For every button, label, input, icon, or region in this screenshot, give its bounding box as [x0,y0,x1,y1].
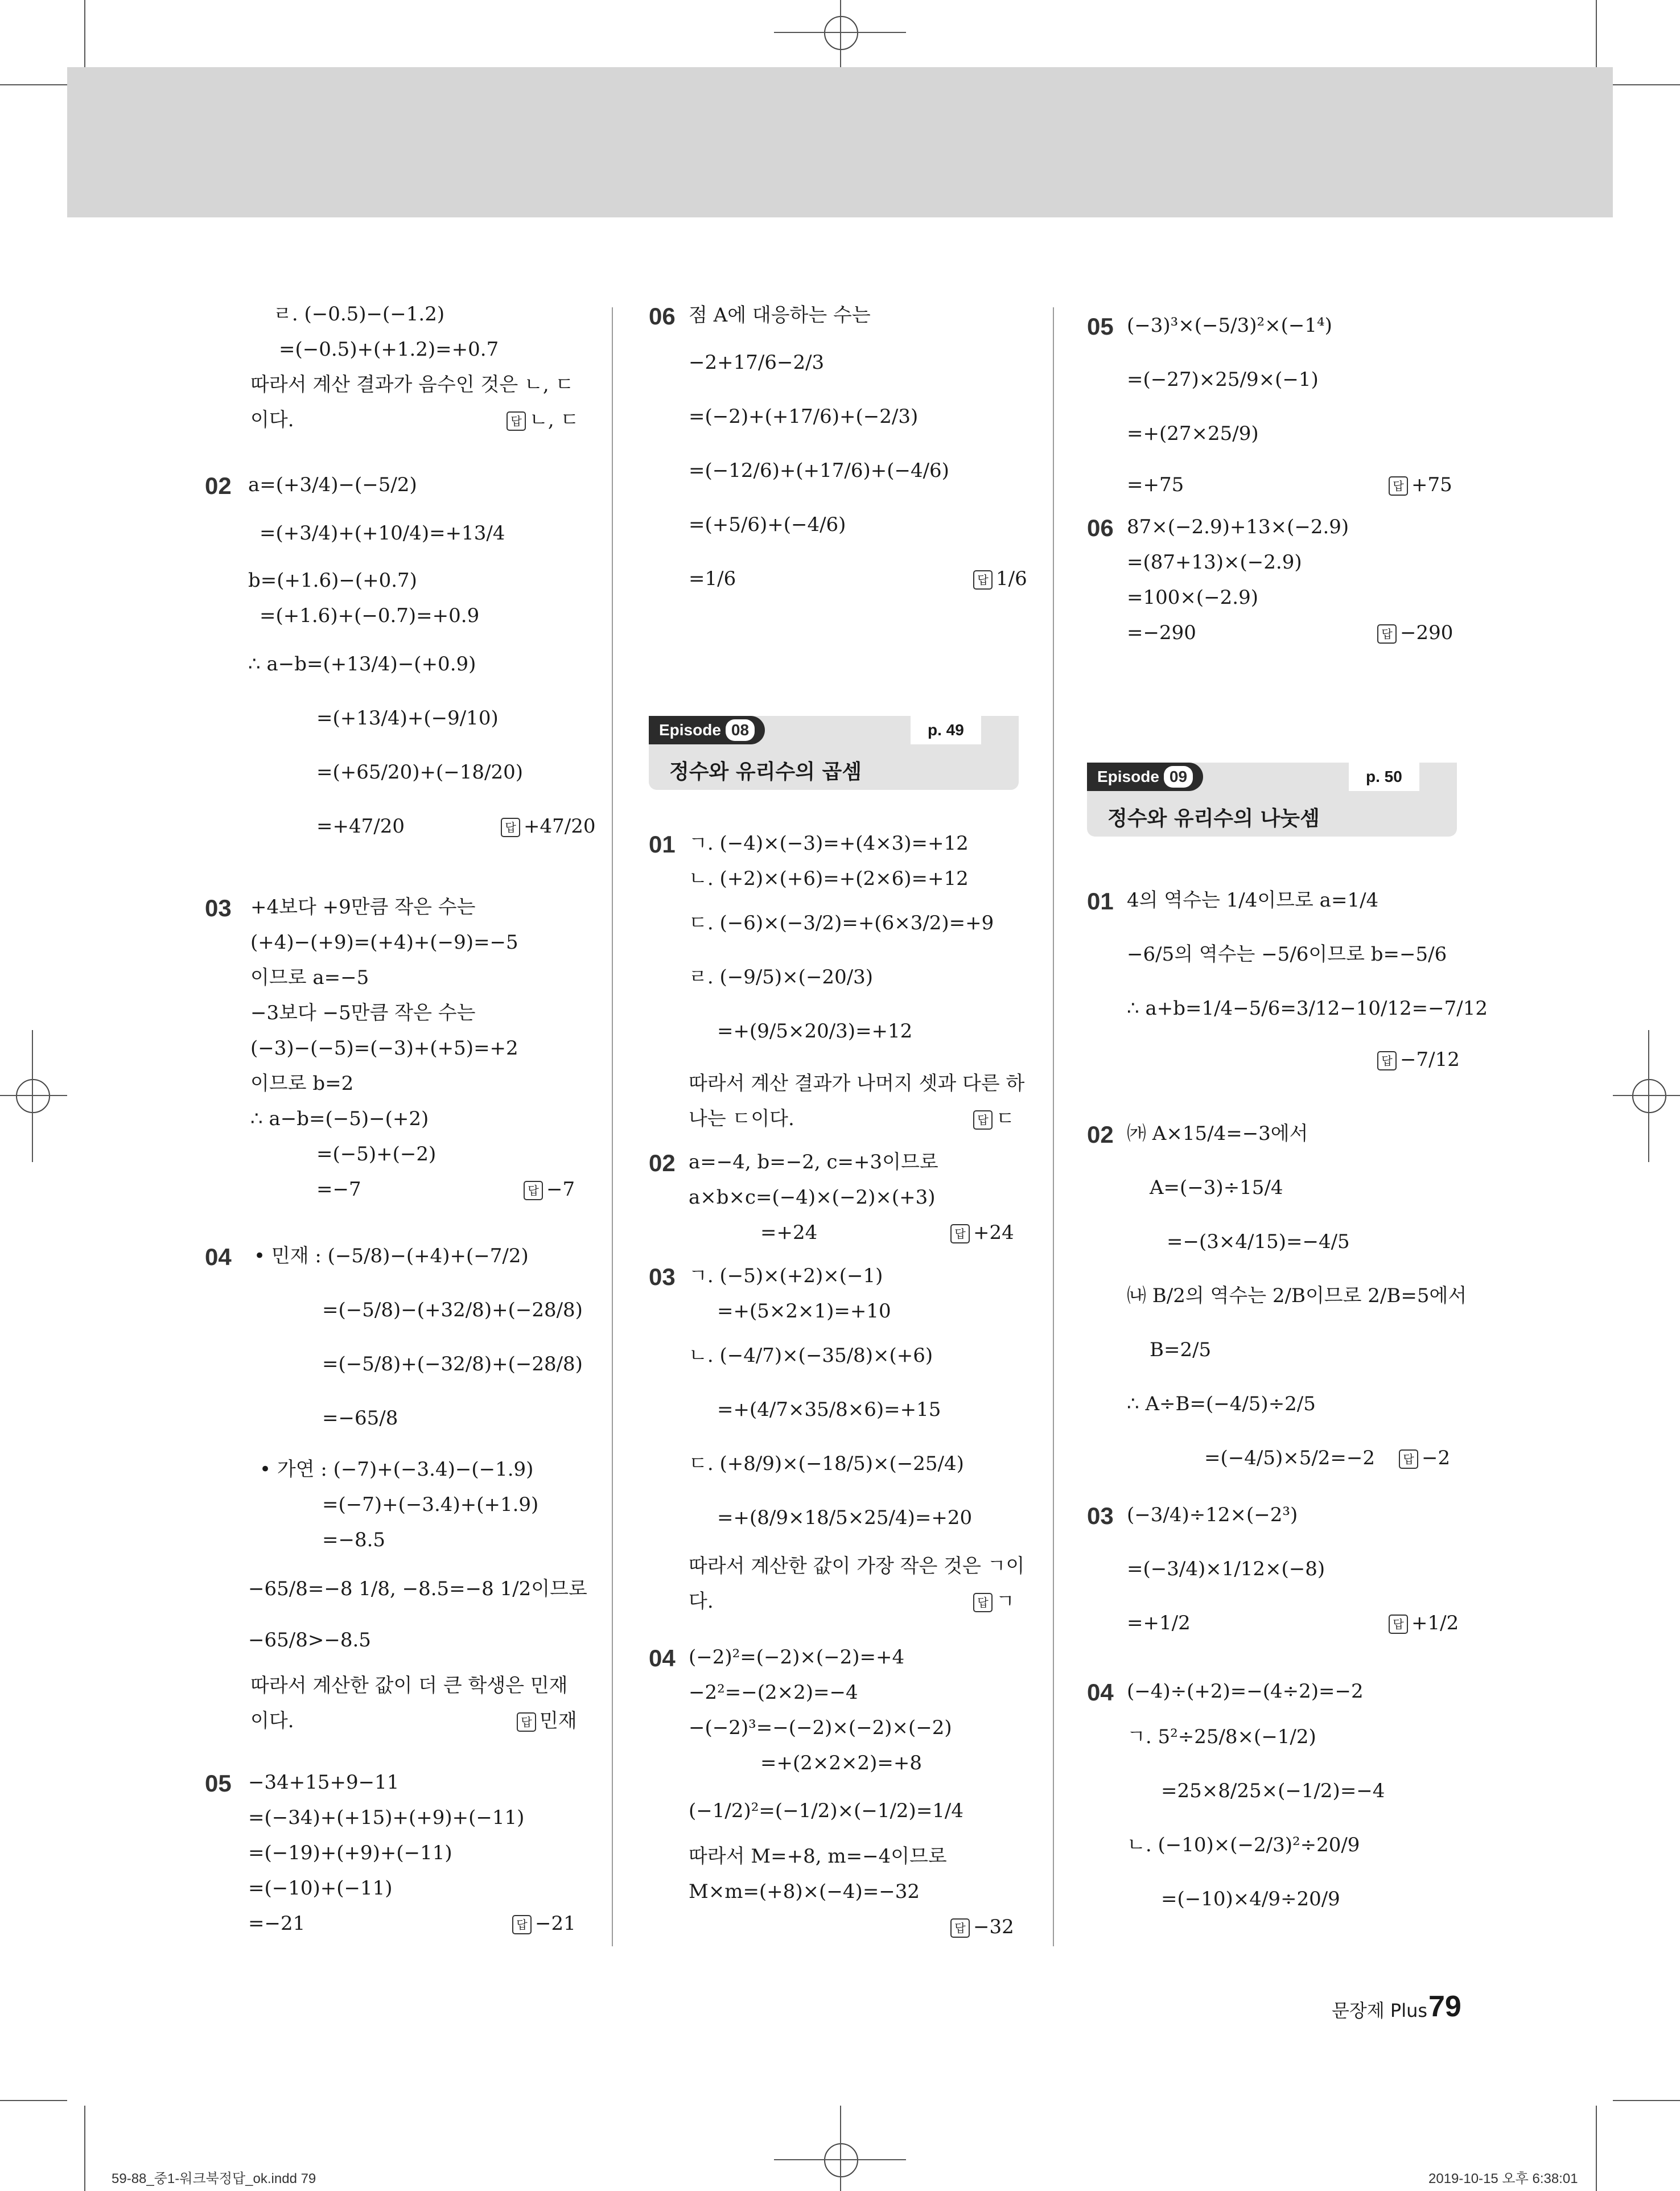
solution-line: ㄹ. (−9/5)×(−20/3) [689,966,874,989]
solution-line: 87×(−2.9)+13×(−2.9) [1127,516,1349,538]
solution-line: (−4)÷(+2)=−(4÷2)=−2 [1127,1680,1364,1703]
solution-line: =(+13/4)+(−9/10) [316,707,499,730]
solution-line: ㄱ. (−4)×(−3)=+(4×3)=+12 [689,832,969,855]
solution-line: −65/8>−8.5 [248,1629,371,1652]
column-divider [612,307,613,1946]
answer [950,1220,1014,1245]
crop-mark [32,1030,33,1162]
solution-line: =−7 [316,1178,361,1201]
episode-page: p. 50 [1349,763,1419,791]
solution-line: 점 A에 대응하는 수는 [689,304,871,327]
solution-line: =−(3×4/15)=−4/5 [1167,1230,1350,1253]
solution-line: −(−2)³=−(−2)×(−2)×(−2) [689,1716,952,1739]
solution-line: −34+15+9−11 [248,1771,400,1794]
question-number: 02 [1087,1121,1114,1148]
answer-value: +75 [1411,473,1452,496]
solution-line: =−8.5 [322,1529,386,1551]
solution-line: =(87+13)×(−2.9) [1127,551,1302,574]
solution-line: 이므로 b=2 [250,1072,354,1095]
answer-value: ㄴ, ㄷ [529,409,579,431]
solution-line: −2²=−(2×2)=−4 [689,1681,858,1704]
crop-mark [1648,1030,1649,1162]
solution-line: =(+5/6)+(−4/6) [689,513,846,536]
episode-header [1087,763,1457,837]
solution-line: b=(+1.6)−(+0.7) [248,569,417,592]
solution-line: =+75 [1127,473,1184,496]
solution-line: =(+1.6)+(−0.7)=+0.9 [260,604,480,627]
solution-line: (−3/4)÷12×(−2³) [1127,1504,1298,1526]
solution-line: • 가연 : (−7)+(−3.4)−(−1.9) [260,1458,534,1481]
solution-line: =+24 [760,1221,818,1244]
question-number: 05 [1087,313,1114,340]
question-number: 05 [205,1770,232,1797]
solution-line: 이다. [250,409,294,431]
answer [1377,620,1453,645]
solution-line: ㄴ. (−4/7)×(−35/8)×(+6) [689,1344,933,1367]
answer-mark-icon: 답 [517,1712,536,1732]
answer-mark-icon: 답 [501,818,520,837]
footer-label: 문장제 Plus [1332,2000,1428,2021]
answer-mark-icon: 답 [512,1915,532,1934]
answer-value: +47/20 [524,815,596,838]
episode-title: 정수와 유리수의 곱셈 [669,760,862,784]
solution-line: ㄷ. (−6)×(−3/2)=+(6×3/2)=+9 [689,912,994,934]
solution-line: =+(5×2×1)=+10 [717,1300,891,1323]
solution-line: 따라서 계산한 값이 가장 작은 것은 ㄱ이 [689,1555,1025,1578]
solution-line: 따라서 계산 결과가 나머지 셋과 다른 하 [689,1072,1025,1095]
solution-line: =(−5/8)+(−32/8)+(−28/8) [322,1353,583,1375]
answer-mark-icon: 답 [524,1181,543,1200]
solution-line: ㄴ. (+2)×(+6)=+(2×6)=+12 [689,867,969,890]
solution-line: 나는 ㄷ이다. [689,1107,794,1130]
solution-line: =(−27)×25/9×(−1) [1127,368,1319,391]
answer-value: −290 [1400,621,1453,644]
solution-line: −6/5의 역수는 −5/6이므로 b=−5/6 [1127,943,1447,966]
answer-mark-icon: 답 [1377,624,1397,644]
solution-line: =+(2×2×2)=+8 [760,1752,922,1774]
solution-line: ㄱ. 5²÷25/8×(−1/2) [1127,1725,1316,1748]
answer-mark-icon: 답 [973,1110,993,1130]
answer-value: 민재 [540,1710,577,1732]
crop-mark [1613,2100,1680,2101]
question-number: 04 [649,1645,676,1671]
answer-value: ㄷ [996,1107,1015,1130]
solution-line: ㄹ. (−0.5)−(−1.2) [273,303,445,326]
question-number: 06 [649,303,676,330]
solution-line: B=2/5 [1150,1339,1212,1361]
answer [512,1911,576,1936]
answer-mark-icon: 답 [1399,1449,1418,1469]
solution-line: 이다. [250,1710,294,1732]
header-band [67,67,1613,217]
question-number: 03 [1087,1502,1114,1529]
solution-line: =(−10)×4/9÷20/9 [1161,1888,1340,1910]
answer-value: +1/2 [1411,1612,1459,1634]
crop-mark [1613,1095,1680,1096]
answer-value: 1/6 [996,567,1027,590]
episode-tag [649,716,765,744]
answer [524,1177,575,1202]
crop-mark [0,84,67,85]
answer [507,407,579,433]
crop-mark [1613,84,1680,85]
solution-line: =(−34)+(+15)+(+9)+(−11) [248,1806,525,1829]
answer-mark-icon: 답 [973,570,993,590]
solution-line: =(−10)+(−11) [248,1877,393,1900]
solution-line: −3보다 −5만큼 작은 수는 [250,1002,476,1024]
question-number: 04 [1087,1679,1114,1706]
solution-line: =+(8/9×18/5×25/4)=+20 [717,1506,973,1529]
answer [973,566,1027,591]
answer [1389,472,1452,497]
answer [973,1589,1015,1614]
solution-line: a×b×c=(−4)×(−2)×(+3) [689,1186,936,1209]
solution-line: (+4)−(+9)=(+4)+(−9)=−5 [250,931,518,954]
solution-line: =−290 [1127,621,1196,644]
registration-mark-icon [1632,1079,1666,1113]
solution-line: =(−7)+(−3.4)+(+1.9) [322,1493,539,1516]
answer [1389,1611,1459,1636]
solution-line: (−2)²=(−2)×(−2)=+4 [689,1646,905,1669]
solution-line: =(−5/8)−(+32/8)+(−28/8) [322,1299,583,1321]
solution-line: =(+65/20)+(−18/20) [316,761,523,784]
solution-line: 이므로 a=−5 [250,966,369,989]
answer [973,1106,1015,1131]
crop-mark [0,2100,67,2101]
solution-line: =+(27×25/9) [1127,422,1259,445]
episode-header [649,716,1019,790]
solution-line: =+(9/5×20/3)=+12 [717,1020,913,1043]
solution-line: 따라서 계산 결과가 음수인 것은 ㄴ, ㄷ [250,373,574,396]
solution-line: (−1/2)²=(−1/2)×(−1/2)=1/4 [689,1799,964,1822]
solution-line: ㈏ B/2의 역수는 2/B이므로 2/B=5에서 [1127,1284,1467,1307]
answer-mark-icon: 답 [973,1593,993,1612]
episode-title: 정수와 유리수의 나눗셈 [1107,807,1320,830]
episode-page: p. 49 [911,716,981,744]
crop-mark [84,0,85,67]
solution-line: (−3)³×(−5/3)²×(−1⁴) [1127,314,1332,337]
question-number: 04 [205,1243,232,1270]
solution-line: ∴ A÷B=(−4/5)÷2/5 [1127,1393,1316,1415]
solution-line: −2+17/6−2/3 [689,351,825,374]
crop-mark [840,0,841,67]
answer [950,1914,1014,1939]
solution-line: M×m=(+8)×(−4)=−32 [689,1880,920,1903]
answer-mark-icon: 답 [950,1224,970,1243]
solution-line: 4의 역수는 1/4이므로 a=1/4 [1127,889,1379,912]
answer-value: −32 [973,1916,1014,1938]
question-number: 06 [1087,514,1114,541]
solution-line: 다. [689,1590,714,1613]
crop-mark [1596,0,1597,67]
slug-date: 2019-10-15 오후 6:38:01 [1428,2171,1578,2186]
solution-line: 따라서 계산한 값이 더 큰 학생은 민재 [250,1674,568,1697]
registration-mark-icon [16,1079,50,1113]
solution-line: =−65/8 [322,1407,398,1430]
slug-filename: 59-88_중1-워크북정답_ok.indd 79 [112,2171,316,2186]
solution-line: +4보다 +9만큼 작은 수는 [250,896,476,919]
answer-value: −7 [546,1178,575,1201]
episode-number: 09 [1164,766,1193,788]
question-number: 01 [1087,888,1114,915]
solution-line: (−3)−(−5)=(−3)+(+5)=+2 [250,1037,518,1060]
episode-tag [1087,763,1203,791]
answer-value: −7/12 [1400,1048,1460,1071]
question-number: 01 [649,831,676,858]
question-number: 02 [649,1150,676,1176]
solution-line: =(−19)+(+9)+(−11) [248,1842,452,1864]
answer-mark-icon: 답 [1389,1615,1408,1634]
solution-line: • 민재 : (−5/8)−(+4)+(−7/2) [254,1245,529,1267]
solution-line: =(−2)+(+17/6)+(−2/3) [689,405,919,428]
answer-value: ㄱ [996,1590,1015,1613]
answer-mark-icon: 답 [1377,1051,1397,1070]
answer [1399,1445,1450,1471]
solution-line: =+(4/7×35/8×6)=+15 [717,1398,941,1421]
answer [1377,1047,1460,1072]
solution-line: =(−12/6)+(+17/6)+(−4/6) [689,459,949,482]
solution-line: ∴ a−b=(−5)−(+2) [250,1107,429,1130]
registration-mark-icon [824,16,858,50]
answer-mark-icon: 답 [950,1918,970,1938]
solution-line: =(−5)+(−2) [316,1143,437,1165]
solution-line: =+47/20 [316,815,405,838]
answer-mark-icon: 답 [1389,476,1408,496]
solution-line: 따라서 M=+8, m=−4이므로 [689,1845,947,1868]
answer-mark-icon: 답 [507,411,526,431]
answer-value: −21 [535,1912,576,1935]
solution-line: A=(−3)÷15/4 [1150,1176,1283,1199]
solution-line: =(+3/4)+(+10/4)=+13/4 [260,522,505,545]
solution-line: ∴ a+b=1/4−5/6=3/12−10/12=−7/12 [1127,997,1488,1020]
question-number: 03 [649,1263,676,1290]
episode-label: Episode [659,721,721,739]
solution-line: =(−4/5)×5/2=−2 [1204,1447,1376,1469]
answer-value: +24 [973,1221,1014,1244]
crop-mark [1596,2106,1597,2191]
solution-line: a=−4, b=−2, c=+3이므로 [689,1151,938,1173]
solution-line: ㄴ. (−10)×(−2/3)²÷20/9 [1127,1834,1360,1856]
question-number: 02 [205,472,232,499]
crop-mark [0,1095,67,1096]
answer [501,814,595,839]
answer [517,1708,577,1733]
solution-line: =−21 [248,1912,306,1935]
solution-line: =25×8/25×(−1/2)=−4 [1161,1780,1385,1802]
answer-value: −2 [1422,1447,1451,1469]
solution-line: a=(+3/4)−(−5/2) [248,473,417,496]
solution-line: =(−3/4)×1/12×(−8) [1127,1558,1325,1580]
solution-line: =(−0.5)+(+1.2)=+0.7 [279,338,499,361]
solution-line: ㄱ. (−5)×(+2)×(−1) [689,1265,883,1287]
column-divider [1053,307,1054,1946]
episode-number: 08 [726,719,755,741]
solution-line: =+1/2 [1127,1612,1191,1634]
crop-mark [84,2106,85,2191]
episode-label: Episode [1097,768,1159,785]
page-number: 79 [1428,1990,1461,2023]
question-number: 03 [205,895,232,921]
solution-line: ㈎ A×15/4=−3에서 [1127,1122,1308,1145]
solution-line: =1/6 [689,567,736,590]
registration-mark-icon [824,2143,858,2177]
solution-line: ∴ a−b=(+13/4)−(+0.9) [248,653,476,676]
solution-line: ㄷ. (+8/9)×(−18/5)×(−25/4) [689,1452,964,1475]
crop-mark [840,2106,841,2191]
solution-line: =100×(−2.9) [1127,586,1258,609]
solution-line: −65/8=−8 1/8, −8.5=−8 1/2이므로 [248,1578,587,1600]
